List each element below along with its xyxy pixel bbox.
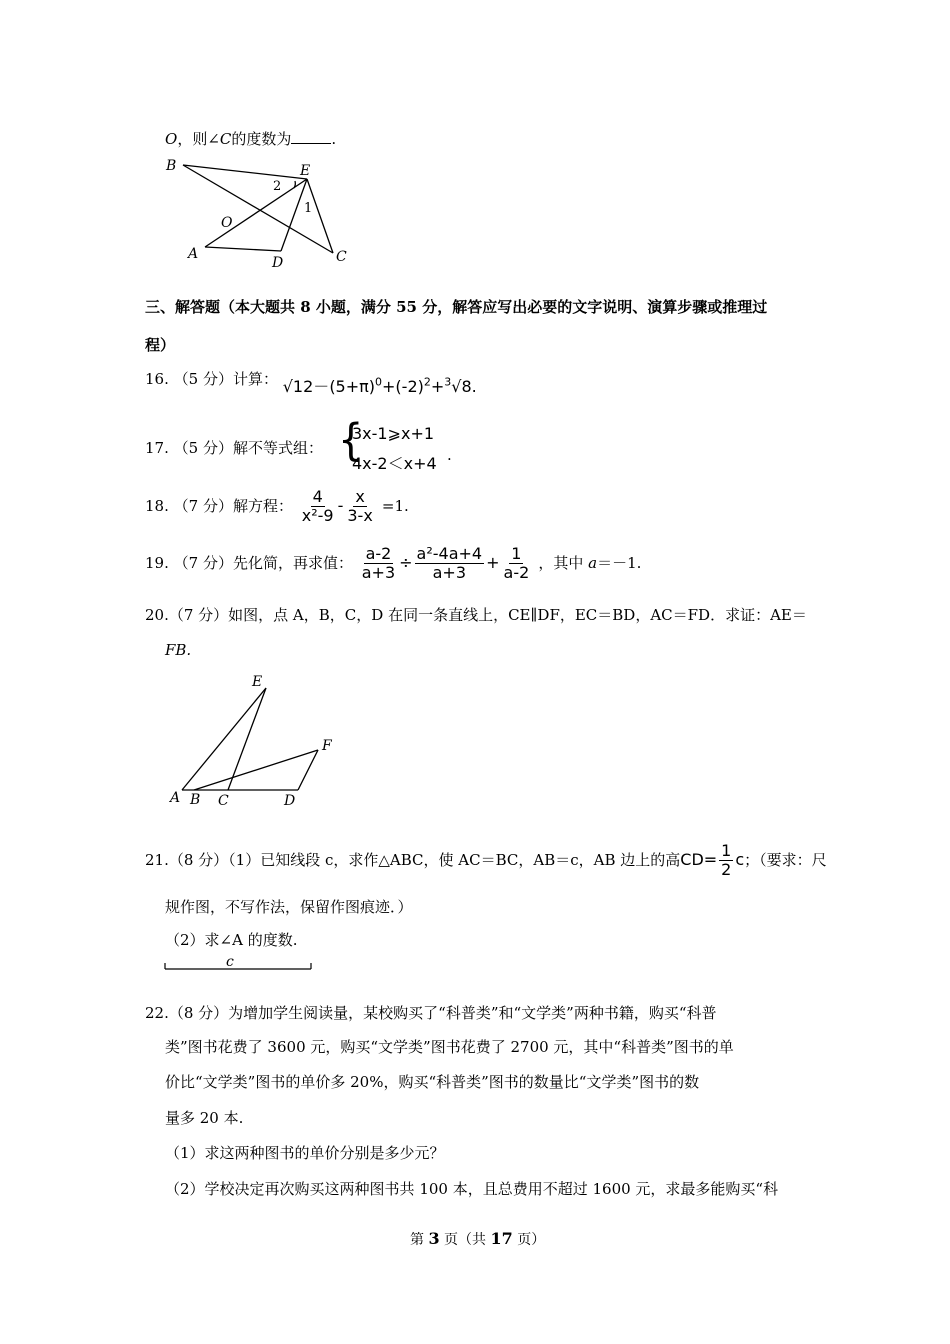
q16-plus: +	[382, 377, 396, 396]
q19-rest2: ＝－1.	[597, 554, 642, 572]
q21-frac-den: 2	[721, 860, 732, 879]
question-19	[145, 545, 641, 582]
q18-frac2-den: 3-x	[347, 506, 373, 525]
q16-exp0: 0	[375, 375, 383, 389]
question-22-line3: 价比“文学类”图书的单价多 20%，购买“科普类”图书的数量比“文学类”图书的数	[165, 1073, 700, 1091]
fig2-line-AE	[182, 688, 266, 790]
q21-line1-a: 21.（8 分）（1）已知线段 c，求作△ABC，使 AC＝BC，AB＝c，AB 边上的高	[145, 851, 681, 869]
q19-frac1-num: a-2	[365, 544, 392, 563]
segment-c-label: c	[226, 954, 234, 970]
q15-o: O	[165, 130, 178, 148]
question-22-part2: （2）学校决定再次购买这两种图书共 100 本，且总费用不超过 1600 元，求最多能购买“科	[165, 1180, 779, 1198]
q21-half	[719, 842, 733, 879]
q21-c: c	[735, 850, 745, 869]
footer-pre: 第	[410, 1232, 429, 1248]
page-footer	[410, 1229, 545, 1249]
q21-frac-num: 1	[721, 841, 732, 860]
segment-c	[160, 953, 320, 975]
q16-score: （5 分）计算：	[173, 370, 278, 388]
q16-plus2: +	[430, 377, 445, 396]
q17-ineq2: 4x-2＜x+4	[352, 454, 437, 473]
q19-frac2-num: a²-4a+4	[416, 544, 483, 563]
fig1-angle-mark	[294, 181, 295, 188]
fig2-label-C: C	[218, 793, 229, 809]
fig2-line-EC	[228, 688, 266, 790]
fig1-label-D: D	[272, 255, 284, 270]
q19-rest1: ，其中	[538, 554, 589, 572]
question-20: 20.（7 分）如图，点 A，B，C，D 在同一条直线上，CE∥DF，EC＝BD，AC＝FD．求证：AE＝	[145, 606, 807, 624]
question-22-part1: （1）求这两种图书的单价分别是多少元？	[165, 1144, 445, 1162]
fig2-label-A: A	[170, 790, 181, 806]
q18-expression	[298, 487, 382, 525]
question-17	[145, 437, 323, 458]
question-21	[145, 842, 827, 879]
fig1-label-A: A	[188, 246, 199, 262]
fig2-label-F: F	[322, 738, 332, 754]
q16-number: 16.	[145, 370, 169, 388]
question-18	[145, 488, 409, 525]
q15-text2: 的度数为	[231, 130, 292, 148]
q18-number: 18.	[145, 497, 169, 515]
q19-a: a	[588, 554, 598, 572]
q16-minus: －	[313, 377, 330, 396]
fig1-label-O: O	[221, 215, 233, 231]
q15-tail	[165, 128, 336, 149]
fig1-label-C: C	[336, 249, 347, 265]
q15-c: C	[219, 130, 232, 148]
fig1-line-EC	[307, 179, 333, 253]
q19-frac1	[360, 545, 397, 582]
fig2-label-E: E	[252, 674, 263, 690]
q18-minus: -	[337, 496, 344, 515]
fig1-label-1: 1	[304, 201, 313, 216]
q19-number: 19.	[145, 554, 169, 572]
q16-paren: (5+π)	[329, 377, 376, 396]
fig1-label-E: E	[300, 163, 311, 179]
fig1-label-2: 2	[273, 179, 282, 194]
figure-2	[160, 668, 340, 813]
q16-expression	[283, 377, 477, 396]
q15-text1: ，则∠	[177, 130, 220, 148]
question-21-cont: 规作图，不写作法，保留作图痕迹．）	[165, 898, 413, 916]
question-20-cont: FB.	[165, 641, 192, 659]
q16-sqrt12: √12	[282, 377, 314, 396]
question-22-line4: 量多 20 本.	[165, 1109, 244, 1127]
q18-frac2	[345, 488, 374, 525]
fig2-label-B: B	[190, 792, 201, 808]
q21-line1-b: ；（要求：尺	[744, 851, 827, 869]
question-16	[145, 366, 477, 396]
q17-ineq1: 3x-1⩾x+1	[352, 424, 435, 443]
q18-frac2-num: x	[355, 487, 365, 506]
q19-frac1-den: a+3	[361, 563, 396, 582]
section-3-heading-cont: 程）	[145, 336, 176, 354]
q16-cbrt-index: 3	[444, 375, 452, 389]
q21-cd-formula	[680, 841, 745, 879]
q17-end: .	[447, 446, 452, 464]
q19-frac2-den: a+3	[432, 563, 467, 582]
fig1-label-B: B	[166, 158, 177, 174]
fig1-line-BE	[183, 165, 307, 179]
figure-1	[160, 155, 360, 270]
q19-expression	[358, 544, 539, 582]
q17-score: （5 分）解不等式组：	[173, 439, 323, 457]
question-21-part2: （2）求∠A 的度数.	[165, 931, 298, 949]
q19-frac3-den: a-2	[503, 563, 530, 582]
fig1-line-AE	[205, 179, 307, 247]
q15-end: .	[331, 130, 337, 148]
q16-exp2: 2	[423, 375, 431, 389]
q19-frac3	[502, 545, 532, 582]
footer-mid: 页（共	[439, 1232, 491, 1248]
q21-cd: CD=	[680, 850, 718, 869]
question-22-line2: 类”图书花费了 3600 元，购买“文学类”图书花费了 2700 元，其中“科普类”图书的单	[165, 1038, 734, 1056]
fig2-label-D: D	[284, 793, 296, 809]
q19-div: ÷	[399, 553, 413, 572]
q18-score: （7 分）解方程：	[173, 497, 293, 515]
q18-frac1-num: 4	[312, 487, 323, 506]
q17-number: 17.	[145, 439, 169, 457]
q16-cbrt8: √8	[451, 377, 472, 396]
q19-frac2	[415, 545, 485, 582]
q19-score: （7 分）先化简，再求值：	[173, 554, 353, 572]
q18-rest: =1.	[381, 497, 409, 515]
footer-post: 页）	[512, 1232, 546, 1248]
footer-total-pages: 17	[490, 1229, 513, 1248]
q18-frac1	[300, 488, 336, 525]
question-22: 22.（8 分）为增加学生阅读量，某校购买了“科普类”和“文学类”两种书籍，购买“科普	[145, 1004, 717, 1022]
q17-brace: {	[338, 414, 364, 466]
q16-end: .	[471, 377, 477, 396]
q19-frac3-num: 1	[511, 544, 522, 563]
footer-page-number: 3	[428, 1229, 440, 1248]
q16-neg2: (-2)	[395, 377, 424, 396]
q19-plus: +	[486, 553, 500, 572]
fig2-line-BF	[194, 750, 318, 790]
q18-frac1-den: x²-9	[301, 506, 334, 525]
fig1-line-AD	[205, 247, 281, 251]
answer-blank	[291, 131, 331, 144]
section-3-heading: 三、解答题（本大题共 8 小题，满分 55 分，解答应写出必要的文字说明、演算步骤或推理过	[145, 298, 768, 316]
